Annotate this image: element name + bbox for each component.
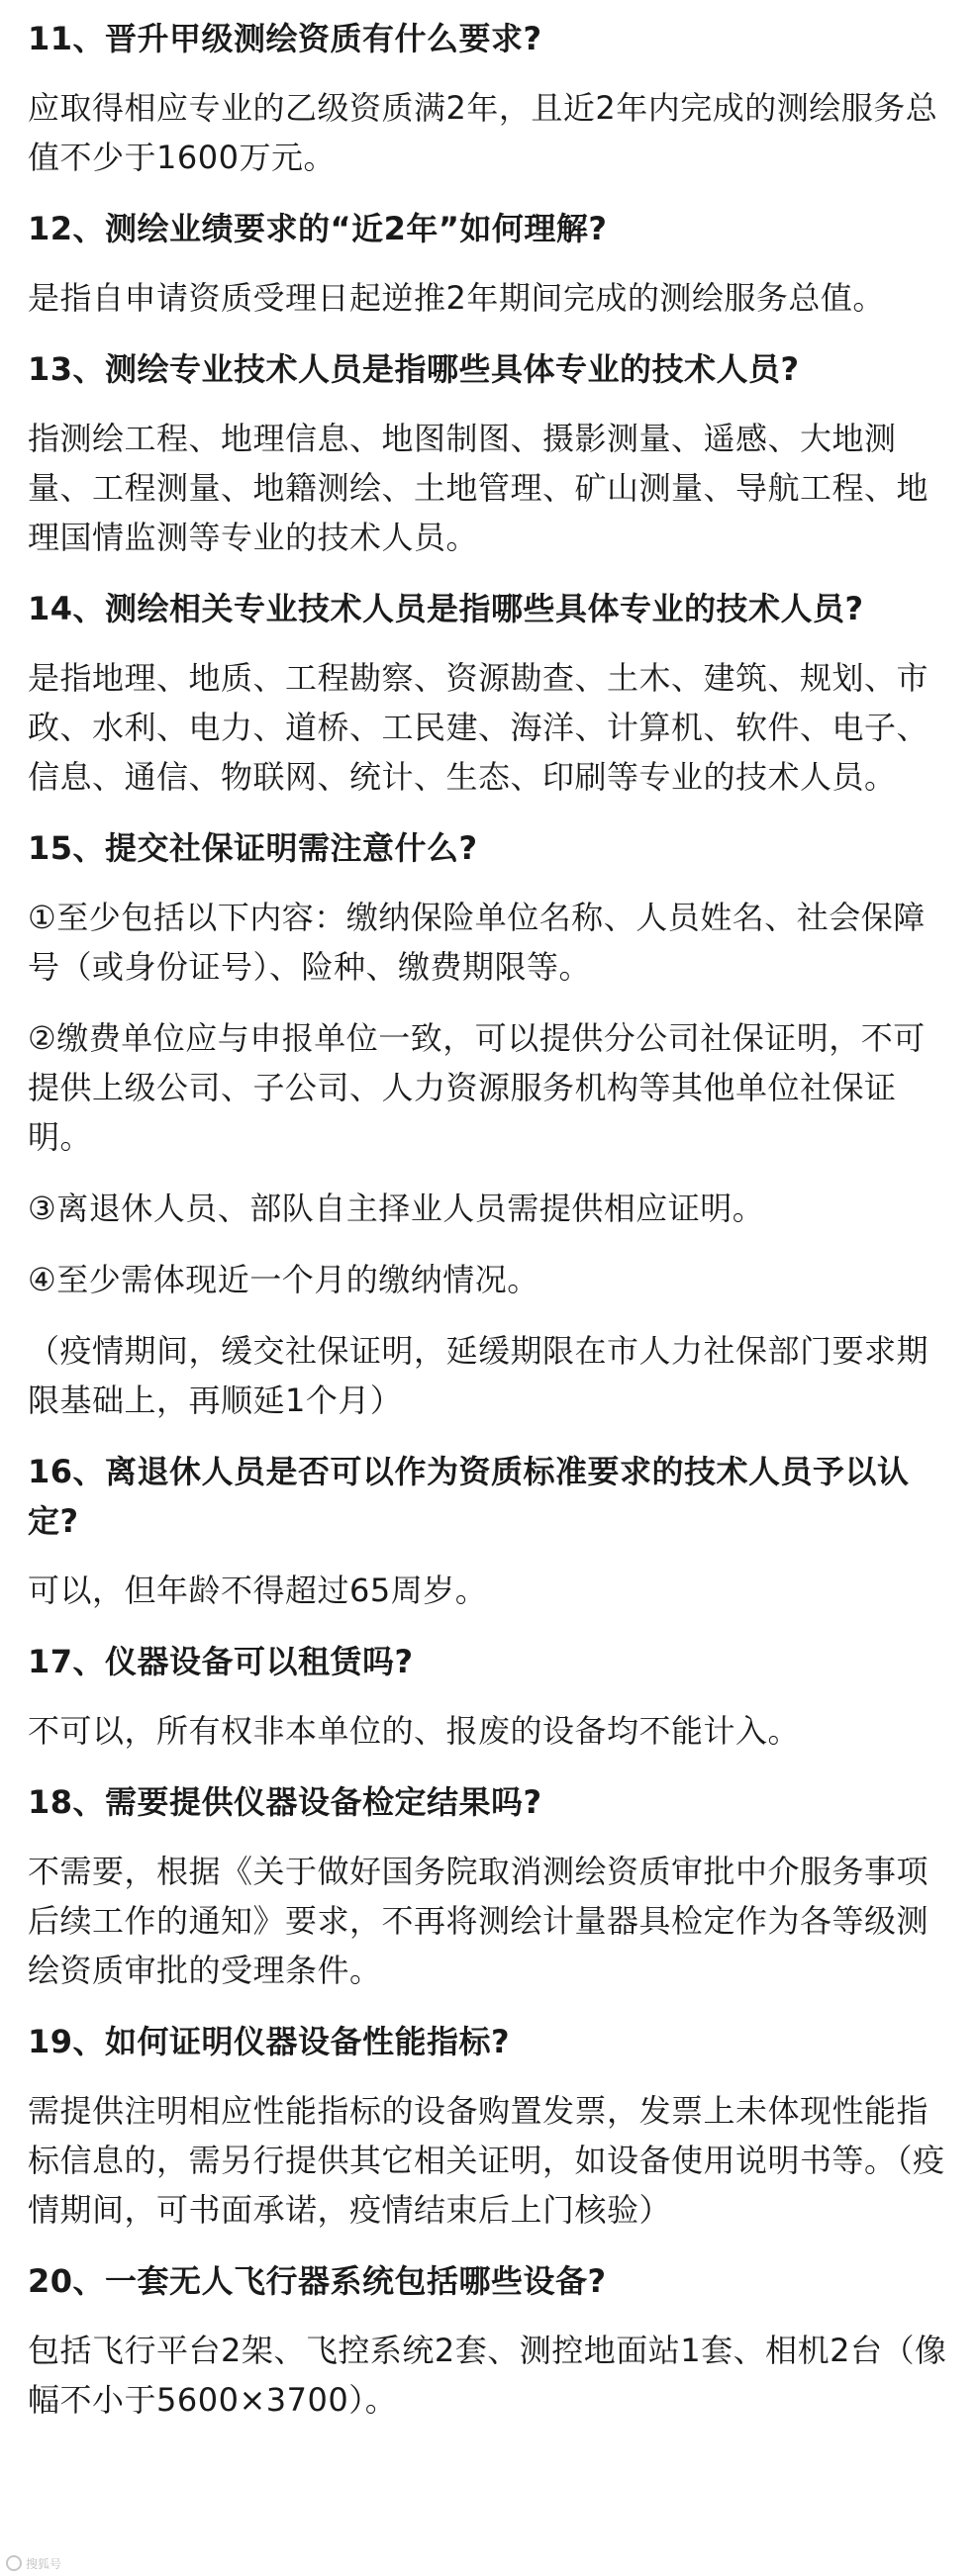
question-19: 19、如何证明仪器设备性能指标? (28, 2023, 511, 2060)
answer-12: 是指自申请资质受理日起逆推2年期间完成的测绘服务总值。 (28, 279, 885, 317)
answer-14: 是指地理、地质、工程勘察、资源勘查、土木、建筑、规划、市政、水利、电力、道桥、工民建、海洋、计算机、软件、电子、信息、通信、物联网、统计、生态、印刷等专业的技术人员。 (28, 659, 929, 796)
answer-15-point-2: ②缴费单位应与申报单位一致，可以提供分公司社保证明，不可提供上级公司、子公司、人力资源服务机构等其他单位社保证明。 (28, 1019, 926, 1156)
answer-19: 需提供注明相应性能指标的设备购置发票，发票上未体现性能指标信息的，需另行提供其它相关证明，如设备使用说明书等。（疫情期间，可书面承诺，疫情结束后上门核验） (28, 2092, 945, 2229)
answer-15-point-1: ①至少包括以下内容：缴纳保险单位名称、人员姓名、社会保障号（或身份证号）、险种、缴费期限等。 (28, 899, 926, 986)
question-17: 17、仪器设备可以租赁吗? (28, 1643, 414, 1680)
qa-item-11 (28, 14, 950, 182)
question-16: 16、离退休人员是否可以作为资质标准要求的技术人员予以认定? (28, 1453, 910, 1540)
question-11: 11、晋升甲级测绘资质有什么要求? (28, 20, 542, 57)
qa-item-14 (28, 584, 950, 802)
answer-15-point-4: ④至少需体现近一个月的缴纳情况。 (28, 1261, 539, 1298)
question-14: 14、测绘相关专业技术人员是指哪些具体专业的技术人员? (28, 590, 864, 627)
qa-item-12 (28, 204, 950, 323)
answer-15-point-3: ③离退休人员、部队自主择业人员需提供相应证明。 (28, 1190, 765, 1227)
answer-20: 包括飞行平台2架、飞控系统2套、测控地面站1套、相机2台（像幅不小于5600×3700）。 (28, 2332, 947, 2419)
qa-item-20 (28, 2256, 950, 2425)
watermark (6, 2554, 61, 2572)
qa-item-15 (28, 823, 950, 1425)
question-12: 12、测绘业绩要求的“近2年”如何理解? (28, 210, 608, 247)
qa-item-16 (28, 1447, 950, 1615)
qa-item-18 (28, 1777, 950, 1995)
question-15: 15、提交社保证明需注意什么? (28, 829, 478, 867)
qa-item-13 (28, 344, 950, 562)
answer-16: 可以，但年龄不得超过65周岁。 (28, 1572, 488, 1609)
question-13: 13、测绘专业技术人员是指哪些具体专业的技术人员? (28, 350, 800, 388)
answer-18: 不需要，根据《关于做好国务院取消测绘资质审批中介服务事项后续工作的通知》要求，不再将测绘计量器具检定作为各等级测绘资质审批的受理条件。 (28, 1853, 929, 1989)
question-18: 18、需要提供仪器设备检定结果吗? (28, 1783, 542, 1821)
question-20: 20、一套无人飞行器系统包括哪些设备? (28, 2262, 607, 2300)
answer-17: 不可以，所有权非本单位的、报废的设备均不能计入。 (28, 1712, 801, 1750)
answer-15-note: （疫情期间，缓交社保证明，延缓期限在市人力社保部门要求期限基础上，再顺延1个月） (28, 1332, 929, 1419)
watermark-logo-icon (6, 2555, 22, 2571)
watermark-text: 搜狐号 (26, 2556, 62, 2571)
qa-item-17 (28, 1637, 950, 1756)
answer-11: 应取得相应专业的乙级资质满2年，且近2年内完成的测绘服务总值不少于1600万元。 (28, 89, 938, 176)
answer-13: 指测绘工程、地理信息、地图制图、摄影测量、遥感、大地测量、工程测量、地籍测绘、土地管理、矿山测量、导航工程、地理国情监测等专业的技术人员。 (28, 420, 929, 556)
qa-item-19 (28, 2017, 950, 2235)
